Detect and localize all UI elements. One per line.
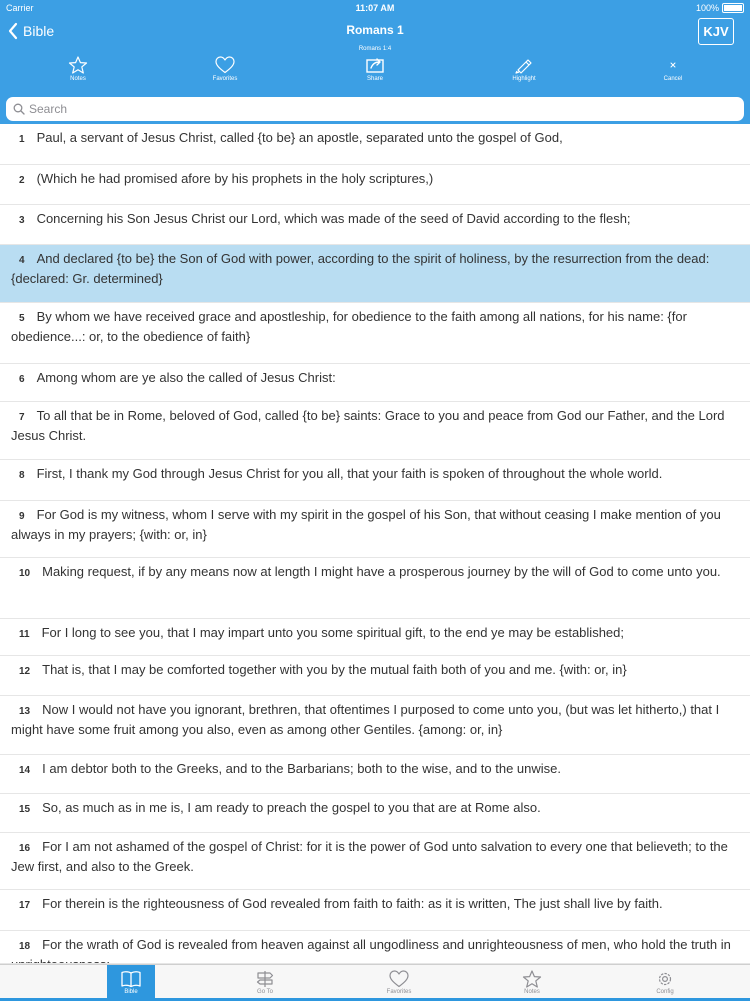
share-button[interactable] [335,56,415,86]
verse-number: 12 [19,666,31,677]
verse-number: 5 [19,313,25,324]
share-icon [365,56,385,74]
verse-text: To all that be in Rome, beloved of God, called {to be} saints: Grace to you and peace from God our Father, and the Lord Jesus Christ. [11,408,725,443]
search-input[interactable] [29,102,719,116]
status-carrier: Carrier [6,3,34,13]
tab-favorites-label: Favorites [386,989,412,995]
verse-number: 1 [19,134,25,145]
verse-number: 11 [19,629,30,640]
tab-bar [0,964,750,1001]
signpost-icon [254,970,276,988]
verse-text: So, as much as in me is, I am ready to preach the gospel to you that are at Rome also. [42,800,541,815]
verse-number: 9 [19,511,25,522]
verse-text: First, I thank my God through Jesus Christ for you all, that your faith is spoken of throughout the whole world. [36,466,663,481]
verse-row[interactable] [0,931,750,964]
battery-percent: 100% [695,3,719,13]
page-title: Romans 1 [346,23,404,37]
verse-number: 6 [19,374,25,385]
highlight-button[interactable] [484,56,564,86]
verse-row[interactable] [0,303,750,364]
tab-goto-label: Go To [257,989,273,995]
tab-bible-label: Bible [124,989,138,995]
verse-row[interactable] [0,501,750,558]
page-subtitle: Romans 1:4 [358,46,392,52]
verse-text: By whom we have received grace and apostleship, for obedience to the faith among all nations, for his name: {for obedience...: or, to the obedience of faith} [11,309,687,344]
search-icon [13,103,25,115]
tab-favorites[interactable] [375,965,423,1001]
verse-row[interactable] [0,124,750,165]
search-bar[interactable] [6,97,744,121]
verse-number: 8 [19,470,25,481]
verse-number: 2 [19,175,25,186]
tab-notes[interactable] [508,965,556,1001]
verse-text: Now I would not have you ignorant, brethren, that oftentimes I purposed to come unto you, (but was let hitherto,) that I might have some fruit among you also, even as among other Gentiles. {among: or, in} [11,702,720,737]
verse-text: For I am not ashamed of the gospel of Christ: for it is the power of God unto salvation to every one that believeth; to the Jew first, and also to the Greek. [11,839,728,874]
verse-row[interactable] [0,755,750,794]
verse-text: Among whom are ye also the called of Jesus Christ: [36,370,336,385]
verse-row[interactable] [0,794,750,833]
verse-number: 13 [19,706,31,717]
tab-bible[interactable] [107,965,155,1001]
status-battery [696,3,744,13]
tab-config[interactable] [641,965,689,1001]
verse-number: 4 [19,255,25,266]
verse-row[interactable] [0,460,750,501]
verse-text: (Which he had promised afore by his prophets in the holy scriptures,) [36,171,434,186]
verse-number: 3 [19,215,25,226]
verse-number: 7 [19,412,25,423]
cancel-label: Cancel [663,76,683,82]
verse-row[interactable] [0,890,750,931]
verse-text: That is, that I may be comforted together with you by the mutual faith both of you and me. {with: or, in} [42,662,627,677]
verse-row[interactable] [0,619,750,656]
notes-label: Notes [70,76,86,82]
verse-row[interactable] [0,656,750,696]
verse-text: I am debtor both to the Greeks, and to the Barbarians; both to the wise, and to the unwise. [42,761,561,776]
verse-text: And declared {to be} the Son of God with power, according to the spirit of holiness, by the resurrection from the dead: {declared: Gr. determined} [11,251,710,286]
verse-text: For God is my witness, whom I serve with my spirit in the gospel of his Son, that without ceasing I make mention of you always in my prayers; {with: or, in} [11,507,721,542]
verse-row[interactable] [0,402,750,460]
verse-row[interactable] [0,165,750,205]
back-label: Bible [23,23,55,39]
notes-button[interactable] [38,56,118,86]
verse-text: For I long to see you, that I may impart unto you some spiritual gift, to the end ye may be established; [41,625,624,640]
verse-text: Concerning his Son Jesus Christ our Lord, which was made of the seed of David according to the flesh; [36,211,631,226]
favorites-label: Favorites [212,76,238,82]
status-time: 11:07 AM [355,3,395,13]
battery-icon [722,3,744,13]
verse-number: 14 [19,765,31,776]
verse-text: Paul, a servant of Jesus Christ, called {to be} an apostle, separated unto the gospel of God, [36,130,563,145]
verse-text: For the wrath of God is revealed from heaven against all ungodliness and unrighteousness of men, who hold the truth in [42,937,731,952]
verse-list[interactable] [0,124,750,964]
share-label: Share [366,76,383,82]
tab-config-label: Config [656,989,674,995]
header-bar [0,0,750,124]
star-icon [521,970,543,988]
verse-text: For therein is the righteousness of God revealed from faith to faith: as it is written, The just shall live by faith. [42,896,663,911]
verse-row[interactable] [0,364,750,402]
verse-number: 18 [19,941,31,952]
verse-row[interactable] [0,245,750,303]
verse-row[interactable] [0,205,750,245]
verse-row[interactable] [0,696,750,755]
cancel-button[interactable] [633,56,713,86]
verse-row[interactable] [0,558,750,619]
book-icon [120,970,142,988]
close-icon [663,56,683,74]
highlight-label: Highlight [512,76,536,82]
heart-icon [388,970,410,988]
highlighter-icon [514,56,534,74]
verse-number: 15 [19,804,31,815]
gear-icon [654,970,676,988]
heart-icon [215,56,235,74]
verse-row[interactable] [0,833,750,890]
tab-goto[interactable] [241,965,289,1001]
verse-number: 10 [19,568,31,579]
verse-text: Making request, if by any means now at length I might have a prosperous journey by the will of God to come unto you. [42,564,721,579]
verse-number: 16 [19,843,31,854]
version-button[interactable]: KJV [698,18,734,45]
favorites-button[interactable] [185,56,265,86]
tab-notes-label: Notes [524,989,540,995]
star-icon [68,56,88,74]
verse-number: 17 [19,900,31,911]
